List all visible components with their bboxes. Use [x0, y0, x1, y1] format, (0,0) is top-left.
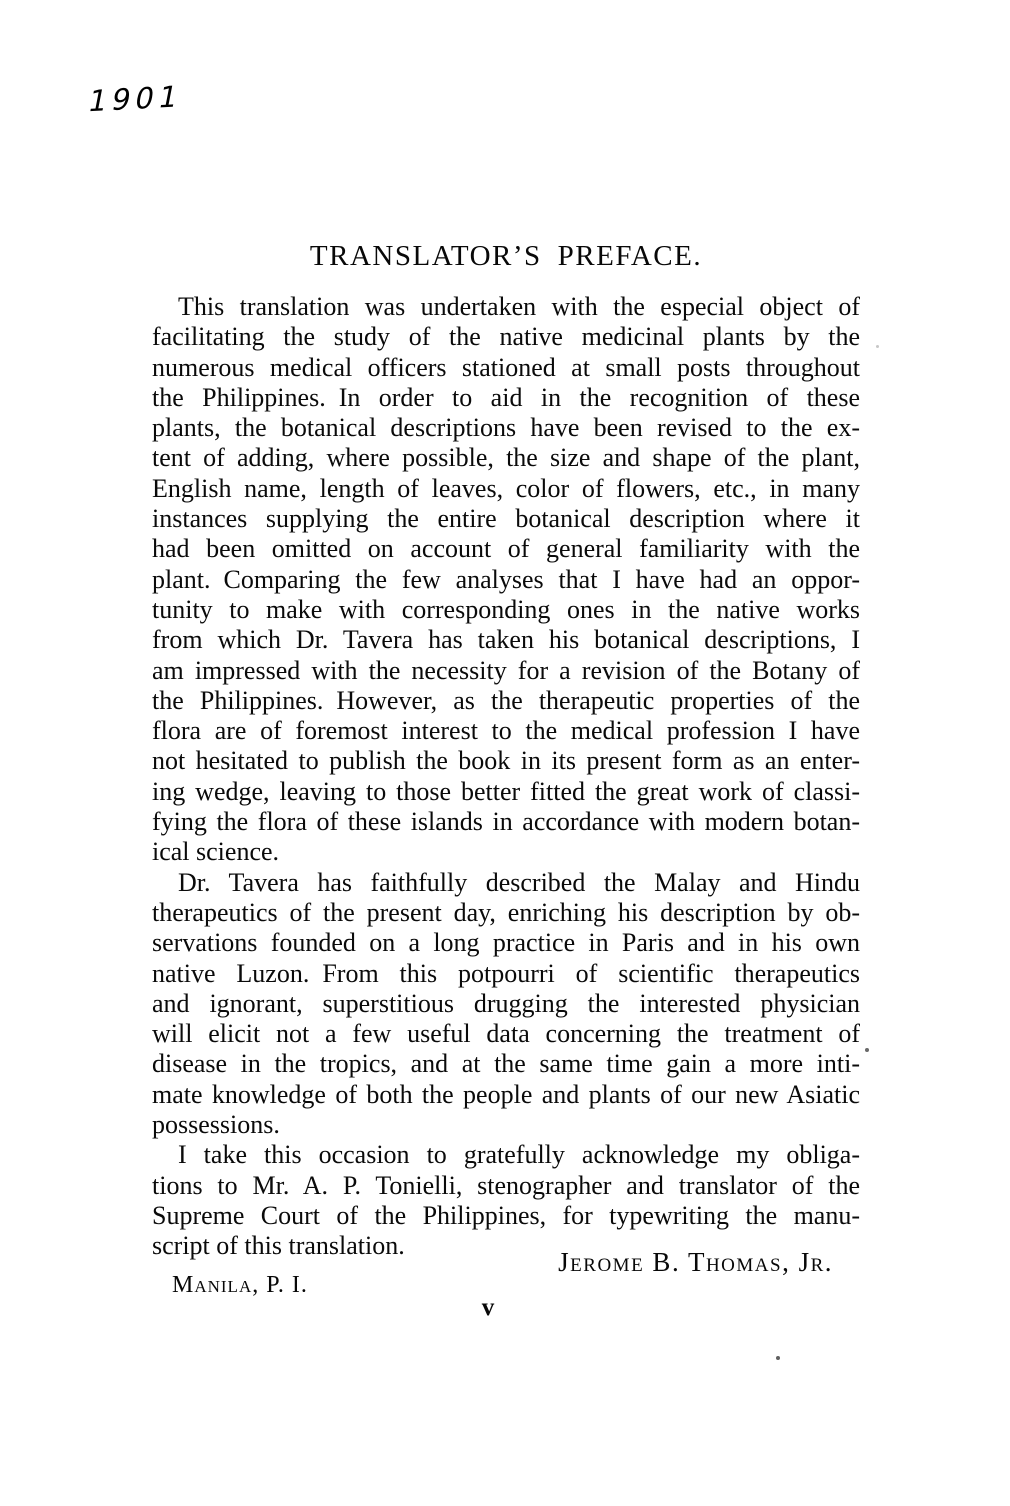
- text-line: mate knowledge of both the people and plants of our new Asiatic: [152, 1079, 860, 1109]
- text-block: [152, 241, 860, 1262]
- paragraphs: [152, 292, 860, 1262]
- text-line: the Philippines. In order to aid in the recognition of these: [152, 382, 860, 412]
- scan-artifact: [865, 1048, 869, 1052]
- text-line: English name, length of leaves, color of flowers, etc., in many: [152, 473, 860, 503]
- page-number: v: [481, 1294, 495, 1321]
- text-line: from which Dr. Tavera has taken his botanical descriptions, I: [152, 625, 860, 655]
- text-line: instances supplying the entire botanical description where it: [152, 504, 860, 534]
- text-line: flora are of foremost interest to the medical profession I have: [152, 716, 860, 746]
- text-line: ical science.: [152, 837, 280, 867]
- text-line: numerous medical officers stationed at small posts throughout: [152, 352, 860, 382]
- text-line: facilitating the study of the native medicinal plants by the: [152, 322, 860, 352]
- paragraph: [152, 868, 860, 1141]
- text-line: native Luzon. From this potpourri of scientific therapeutics: [152, 958, 860, 988]
- text-line: had been omitted on account of general familiarity with the: [152, 534, 860, 564]
- page-title: TRANSLATOR’S PREFACE.: [309, 240, 703, 272]
- text-line: the Philippines. However, as the therapeutic properties of the: [152, 685, 860, 715]
- text-line: will elicit not a few useful data concerning the treatment of: [152, 1019, 860, 1049]
- text-line: not hesitated to publish the book in its present form as an enter-: [152, 746, 860, 776]
- text-line: tions to Mr. A. P. Tonielli, stenographer and translator of the: [152, 1170, 860, 1200]
- paragraph: [152, 292, 860, 868]
- text-line: disease in the tropics, and at the same time gain a more inti-: [152, 1049, 860, 1079]
- scan-artifact: [776, 1356, 780, 1360]
- text-line: ing wedge, leaving to those better fitted the great work of classi-: [152, 776, 860, 806]
- text-line: This translation was undertaken with the especial object of: [178, 292, 860, 321]
- paragraph: [152, 1140, 860, 1261]
- place-line: Manila, P. I.: [172, 1272, 308, 1298]
- text-line: and ignorant, superstitious drugging the interested physician: [152, 988, 860, 1018]
- text-line: am impressed with the necessity for a revision of the Botany of: [152, 655, 860, 685]
- text-line: therapeutics of the present day, enriching his description by ob-: [152, 897, 860, 927]
- text-line: tent of adding, where possible, the size and shape of the plant,: [152, 443, 860, 473]
- text-line: tunity to make with corresponding ones in the native works: [152, 594, 860, 624]
- text-line: plant. Comparing the few analyses that I have had an oppor-: [152, 564, 860, 594]
- signature: Jerome B. Thomas, Jr.: [558, 1247, 833, 1277]
- text-line: possessions.: [152, 1110, 280, 1140]
- text-line: servations founded on a long practice in Paris and in his own: [152, 928, 860, 958]
- handwritten-year-note: 1901: [85, 79, 186, 119]
- text-line: I take this occasion to gratefully acknowledge my obliga-: [178, 1140, 860, 1170]
- text-line: fying the flora of these islands in accordance with modern botan-: [152, 807, 860, 837]
- text-line: Supreme Court of the Philippines, for typewriting the manu-: [152, 1200, 860, 1230]
- text-line: Dr. Tavera has faithfully described the Malay and Hindu: [178, 867, 860, 897]
- text-line: script of this translation.: [152, 1231, 405, 1261]
- text-line: plants, the botanical descriptions have been revised to the ex-: [152, 413, 860, 443]
- scan-artifact: [876, 345, 879, 348]
